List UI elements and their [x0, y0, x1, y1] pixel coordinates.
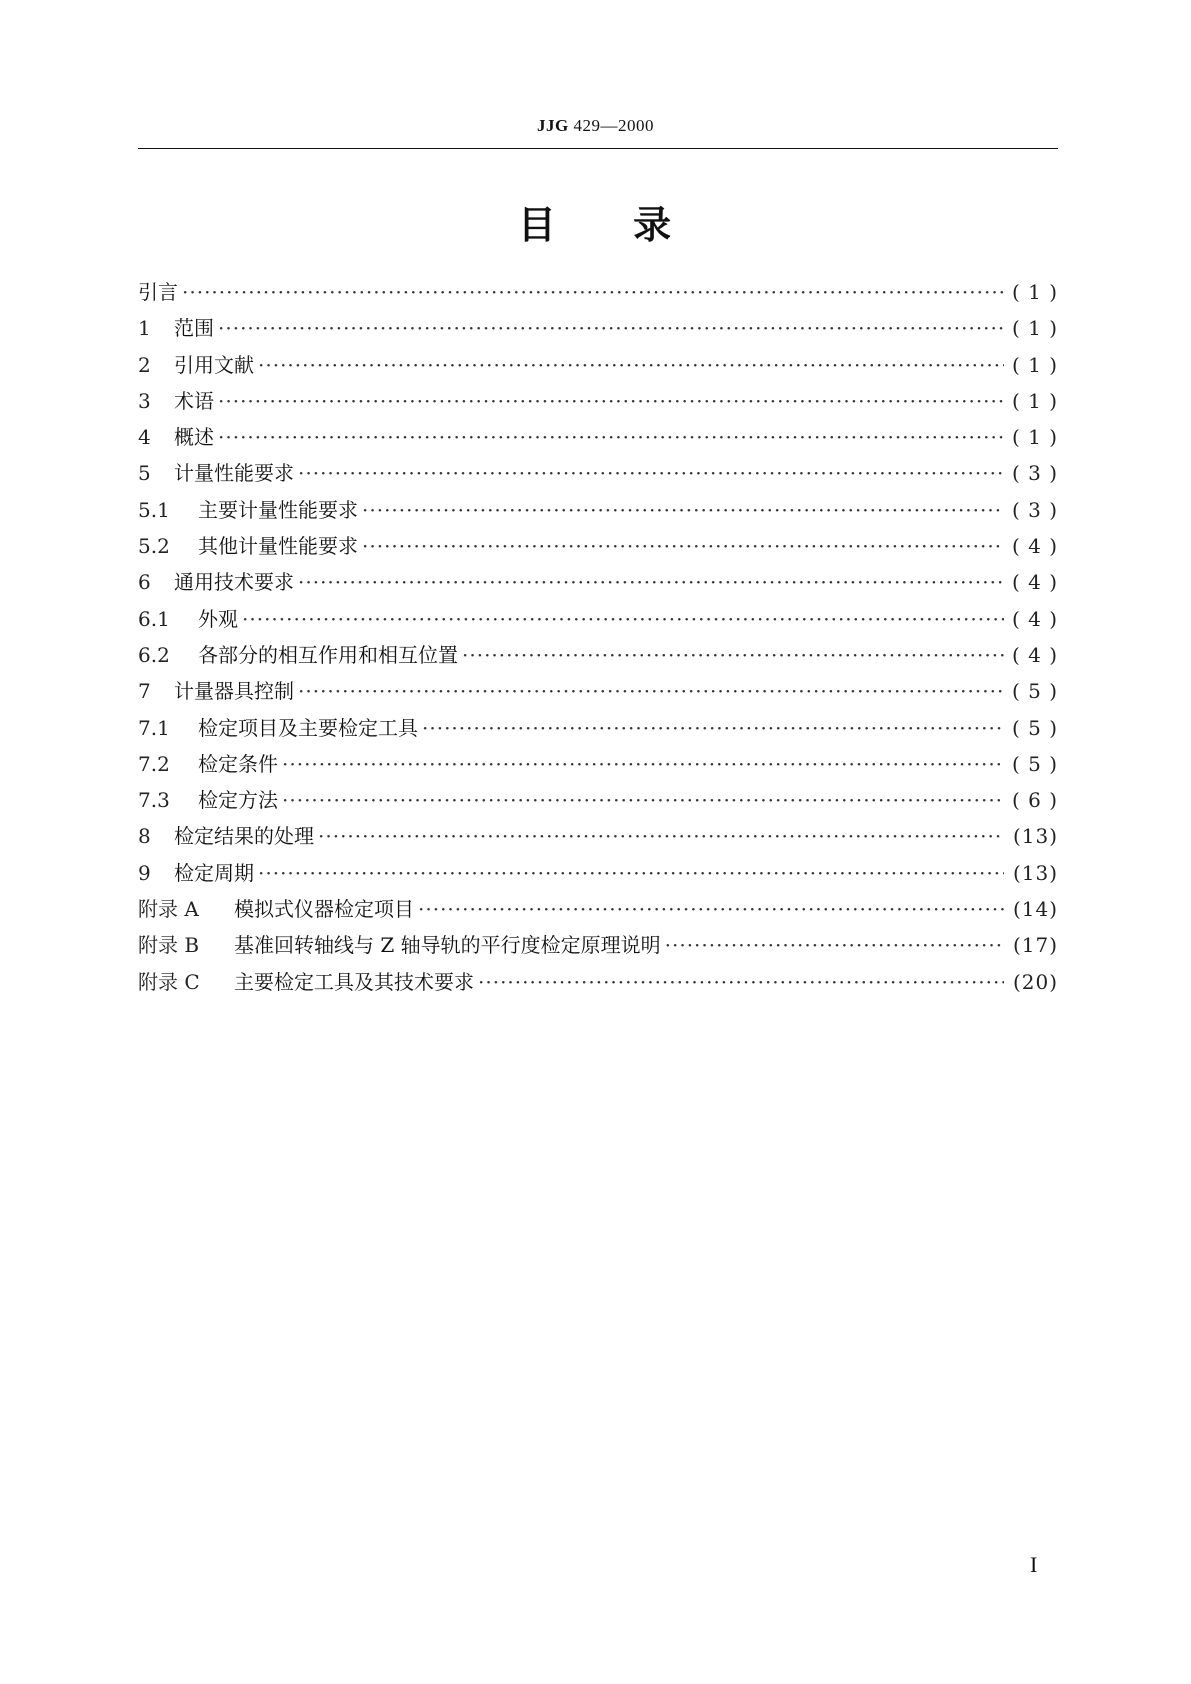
toc-entry-page: ( 3 )	[1011, 497, 1058, 522]
toc-entry-number: 6	[138, 570, 151, 595]
dot-leader	[318, 824, 1004, 848]
toc-entry-label: 基准回转轴线与 Z 轴导轨的平行度检定原理说明	[234, 933, 661, 958]
toc-entry-page: ( 1 )	[1011, 316, 1058, 341]
toc-entry-6-2[interactable]	[138, 639, 1058, 675]
toc-entry-label: 外观	[198, 606, 238, 631]
toc-entry-label: 其他计量性能要求	[198, 534, 358, 559]
toc-entry-5-2[interactable]	[138, 530, 1058, 566]
running-header	[0, 116, 1191, 136]
toc-entry-label: 主要计量性能要求	[198, 497, 358, 522]
toc-entry-page: ( 5 )	[1011, 715, 1058, 740]
toc-entry-number: 9	[138, 860, 151, 885]
toc-entry-7-2[interactable]	[138, 748, 1058, 784]
toc-entry-number: 4	[138, 425, 151, 450]
toc-entry-8[interactable]	[138, 820, 1058, 856]
toc-entry-number: 5.1	[138, 497, 170, 522]
toc-entry-2[interactable]	[138, 349, 1058, 385]
toc-entry-number: 6.1	[138, 606, 170, 631]
toc-entry-page: ( 5 )	[1011, 751, 1058, 776]
toc-entry-page: (20)	[1012, 969, 1058, 994]
toc-entry-number: 7	[138, 679, 151, 704]
toc-entry-number: 附录 A	[138, 897, 199, 922]
toc-entry-intro[interactable]	[138, 276, 1058, 312]
dot-leader	[218, 316, 1004, 340]
dot-leader	[422, 716, 1004, 740]
toc-entry-5[interactable]	[138, 457, 1058, 493]
toc-entry-number: 7.1	[138, 715, 170, 740]
dot-leader	[258, 353, 1004, 377]
dot-leader	[298, 679, 1004, 703]
toc-entry-number: 7.2	[138, 751, 170, 776]
toc-entry-6[interactable]	[138, 566, 1058, 602]
dot-leader	[242, 607, 1004, 631]
toc-entry-appendix-c[interactable]	[138, 966, 1058, 1002]
toc-entry-label: 检定方法	[198, 788, 278, 813]
toc-entry-label: 检定周期	[174, 860, 254, 885]
dot-leader	[418, 897, 1004, 921]
dot-leader	[182, 280, 1004, 304]
standard-code: JJG	[537, 116, 569, 135]
dot-leader	[258, 861, 1004, 885]
toc-entry-page: ( 1 )	[1011, 352, 1058, 377]
dot-leader	[218, 389, 1004, 413]
toc-entry-label: 各部分的相互作用和相互位置	[198, 642, 458, 667]
toc-entry-label: 检定条件	[198, 751, 278, 776]
dot-leader	[362, 534, 1004, 558]
toc-entry-number: 2	[138, 352, 151, 377]
toc-entry-label: 通用技术要求	[174, 570, 294, 595]
toc-entry-number: 8	[138, 824, 151, 849]
toc-entry-label: 引用文献	[174, 352, 254, 377]
toc-entry-number: 附录 C	[138, 969, 200, 994]
page-number: I	[1030, 1552, 1038, 1577]
toc-entry-number: 5	[138, 461, 151, 486]
dot-leader	[298, 570, 1004, 594]
toc-entry-1[interactable]	[138, 312, 1058, 348]
toc-entry-page: (13)	[1012, 860, 1058, 885]
dot-leader	[462, 643, 1004, 667]
dot-leader	[298, 461, 1004, 485]
toc-entry-page: ( 1 )	[1011, 425, 1058, 450]
toc-entry-label: 计量性能要求	[174, 461, 294, 486]
toc-entry-appendix-b[interactable]	[138, 929, 1058, 965]
toc-entry-label: 主要检定工具及其技术要求	[234, 969, 474, 994]
header-rule	[138, 148, 1058, 149]
page-title: 目 录	[517, 203, 674, 247]
toc-entry-number: 6.2	[138, 642, 170, 667]
toc-entry-number: 5.2	[138, 534, 170, 559]
toc-entry-page: ( 4 )	[1011, 606, 1058, 631]
toc-entry-page: ( 1 )	[1011, 280, 1058, 304]
toc-entry-7-3[interactable]	[138, 784, 1058, 820]
toc-entry-page: (14)	[1012, 897, 1058, 922]
table-of-contents	[138, 276, 1058, 1002]
dot-leader	[665, 933, 1004, 957]
toc-entry-label: 计量器具控制	[174, 679, 294, 704]
dot-leader	[478, 970, 1004, 994]
toc-entry-page: ( 6 )	[1011, 788, 1058, 813]
toc-entry-label: 概述	[174, 425, 214, 450]
toc-entry-7-1[interactable]	[138, 712, 1058, 748]
toc-entry-label: 引言	[138, 280, 178, 304]
toc-entry-page: ( 5 )	[1011, 679, 1058, 704]
toc-entry-page: ( 4 )	[1011, 534, 1058, 559]
dot-leader	[282, 752, 1004, 776]
toc-entry-page: (17)	[1012, 933, 1058, 958]
toc-entry-label: 模拟式仪器检定项目	[234, 897, 414, 922]
dot-leader	[282, 788, 1004, 812]
toc-entry-label: 检定结果的处理	[174, 824, 314, 849]
toc-entry-page: ( 4 )	[1011, 642, 1058, 667]
toc-entry-number: 3	[138, 388, 151, 413]
toc-entry-5-1[interactable]	[138, 494, 1058, 530]
standard-number: 429—2000	[573, 116, 654, 135]
toc-entry-6-1[interactable]	[138, 603, 1058, 639]
toc-entry-7[interactable]	[138, 675, 1058, 711]
toc-entry-page: ( 1 )	[1011, 388, 1058, 413]
toc-entry-label: 术语	[174, 388, 214, 413]
toc-entry-number: 7.3	[138, 788, 170, 813]
toc-entry-page: ( 3 )	[1011, 461, 1058, 486]
toc-entry-label: 检定项目及主要检定工具	[198, 715, 418, 740]
toc-entry-number: 1	[138, 316, 151, 341]
toc-entry-label: 范围	[174, 316, 214, 341]
toc-entry-number: 附录 B	[138, 933, 200, 958]
toc-entry-4[interactable]	[138, 421, 1058, 457]
toc-entry-appendix-a[interactable]	[138, 893, 1058, 929]
dot-leader	[362, 498, 1004, 522]
toc-entry-3[interactable]	[138, 385, 1058, 421]
toc-entry-9[interactable]	[138, 857, 1058, 893]
toc-entry-page: ( 4 )	[1011, 570, 1058, 595]
dot-leader	[218, 425, 1004, 449]
toc-entry-page: (13)	[1012, 824, 1058, 849]
